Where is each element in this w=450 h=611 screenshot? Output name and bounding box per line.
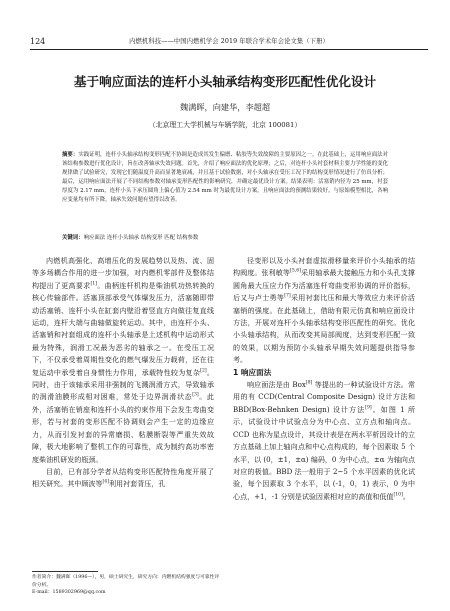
footnote-author-info: 作者简介：魏满晖（1996—），男，硕士研究生，研究方向：内燃机结构强度与可靠性评价分析。 — [32, 575, 220, 588]
abstract-text: 实践证明，连杆小头轴承结构变形匹配不协调是造成其发生偏磨、粘胶等失效故障的主要原因之一。在此基础上，运用响应面法对该结构参数进行优化设计，旨在改善轴承失效问题。首先，介绍了响应面法的优化原理；之后，对连杆小头衬套材料主要力学性能的变化规律做了试验研究，发现它们随温度升高而显著地衰减，并且基于试验数据，对小头轴承在受压工况下的结构变形情况进行了仿真分析；最后，运用响应面法开展了不同结构参数对轴承变形匹配性的影响研究，并确定最优设计方案。结果表明：活塞销内径为 25 mm，衬套厚度为 2.17 mm，连杆小头下承压圆角上偏心值为 2.54 mm 时为最优设计方案，且响应面法的预测结果较好，与原始模型相比，各响应变量均有所下降，轴承失效问题有望得以改善。 — [62, 152, 388, 203]
footnote — [32, 574, 222, 597]
body-column-left — [32, 255, 214, 491]
body-column-right — [233, 255, 415, 503]
page-number: 124 — [30, 37, 46, 46]
running-header — [30, 36, 428, 50]
paper-title: 基于响应面法的连杆小头轴承结构变形匹配性优化设计 — [73, 74, 377, 89]
abstract — [62, 151, 388, 204]
keywords-label: 关键词： — [62, 235, 84, 241]
abstract-label: 摘要： — [62, 152, 79, 158]
body-paragraph: 内燃机高强化、高增压化的发展趋势以及热、流、固等多场耦合作用的进一步加强，对内燃机零部件及整体结构提出了更高要求[1]。曲柄连杆机构是柴油机功热转换的核心传输部件。活塞顶部承受气体爆发压力，活塞随即带动活塞销、连杆小头在缸套内壁沿着竖直方向做往复直线运动，连杆大端与曲轴做旋转运动。其中，由连杆小头、活塞销和衬套组成的连杆小头轴承是上述机构中运动形式最为特殊，润滑工况最为恶劣的轴承之一。在受压工况下，不仅承受着周期性变化的燃气爆发压力载荷，还在往复运动中承受着自身惯性力作用，承载特性较为复杂[2]。同时，由于该轴承采用非强制的飞溅润滑方式，导致轴承的润滑油膜形成相对困难，常处于边界润滑状态[3]。此外，活塞销在销座和连杆小头的约束作用下会发生弯曲变形，若与衬套的变形匹配不协调则会产生一定的边缘应力，从而引发衬套的异常磨损、粘膜断裂等严重失效故障，极大地影响了整机工作的可靠性，成为制约高功率密度柴油机研发的瓶颈。 — [32, 256, 214, 464]
keywords — [62, 234, 388, 243]
body-paragraph: 目前，已有部分学者从结构变形匹配特性角度开展了相关研究。其中顾波等[4]利用衬套背压，孔 — [32, 466, 214, 489]
footnote-email: E-mail：1589302969@qq.com — [32, 590, 106, 596]
running-title: 内燃机科技——中国内燃机学会 2019 年联合学术年会论文集（下册） — [129, 38, 329, 45]
footnote-rule — [32, 571, 98, 572]
section-heading: 1 响应面法 — [233, 367, 272, 377]
paper-authors: 魏满晖，向建华，李超超 — [179, 102, 271, 112]
body-paragraph: 径变形以及小头衬套虚拟滑移量来评价小头轴承的结构阀度。张利敏等[5,6]采用轴承最大接触压力和小头孔支撑圆角最大压应力作为活塞连杆弯曲变形协调的评价指标，后又与卢士勇等[7]采用衬套比压和最大等效应力来评价活塞销的强度。在此基础上，借助有限元仿真和响应面设计方法，开展对连杆小头轴承结构变形匹配性的研究。优化小头轴承结构，从而改变其局部阀度，达到变形匹配一致的效果，以期为预防小头轴承早期失效问题提供指导参考。 — [233, 256, 415, 365]
keywords-text: 响应面法 连杆小头轴承 结构变形 匹配 结构参数 — [83, 235, 199, 241]
body-paragraph: 响应面法是由 Box[8] 等提出的一种试验设计方法。常用的有 CCD(Central Composite Design) 设计方法和 BBD(Box-Behnken Design) 设计方法[9]。如图 1 所示，试验设计中试验点分为中心点、立方点和轴向点。CCD 也称为星点设计，其设计表是在两水平析因设计的立方点基础上加上轴向点和中心点构成的，每个因素取 5 个水平，以 (0，±1，±α) 编码，0 为中心点，±α 为轴向点对应的极值。BBD 法一般用于 2~5 个水平因素的优化试验，每个因素取 3 个水平，以 (-1，0，1) 表示，0 为中心点，+1，-1 分别是试验因素相对应的高值和低值[10]。 — [233, 380, 415, 501]
author-affiliation: （北京理工大学机械与车辆学院，北京 100081） — [148, 121, 302, 129]
